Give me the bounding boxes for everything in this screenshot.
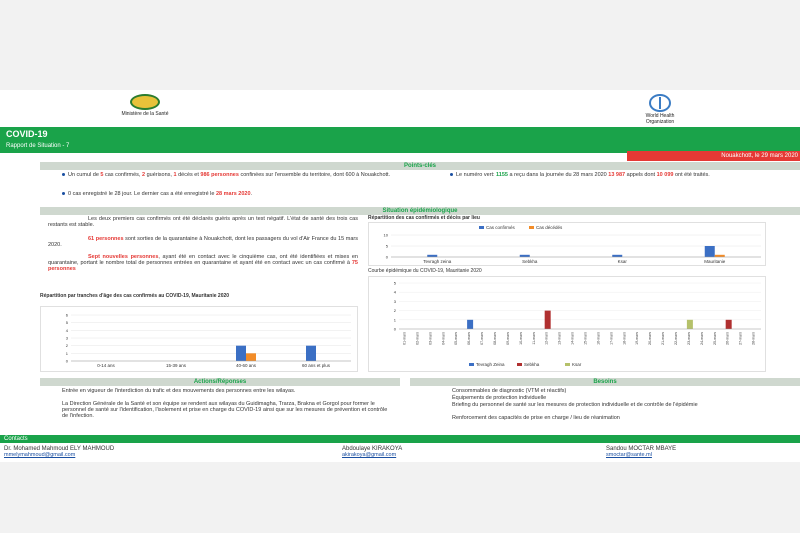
x-tick-label: 24-mars <box>699 332 704 345</box>
x-tick-label: 0-14 ans <box>97 363 115 368</box>
x-tick-label: 20-mars <box>648 332 653 345</box>
y-tick-label: 2 <box>65 343 68 349</box>
besoins-heading: Besoins <box>410 378 800 386</box>
contact-name: Dr. Mohamed Mahmoud ELY MAHMOUD <box>4 446 115 452</box>
x-tick-label: 02-mars <box>415 332 420 345</box>
report-date: Nouakchott, le 29 mars 2020 <box>627 151 800 161</box>
x-tick-label: 07-mars <box>480 332 485 345</box>
x-tick-label: 03-mars <box>428 332 433 345</box>
y-tick-label: 10 <box>383 232 388 238</box>
location-chart-svg <box>369 223 767 267</box>
bar <box>306 346 316 361</box>
location-chart <box>368 222 766 266</box>
y-tick-label: 5 <box>65 320 68 326</box>
bar <box>726 320 732 329</box>
ministry-caption: Ministère de la Santé <box>121 111 169 117</box>
contact-1 <box>4 446 114 458</box>
bar <box>236 346 246 361</box>
x-tick-label: 01-mars <box>402 332 407 345</box>
action-item-2: La Direction Générale de la Santé et son équipe se rendent aux wilayas du Guidimagha, Trarza, Brakna et Gorgol pour former le personnel de santé sur l'identification, l'isolement et prise en charge du COVID-19 ainsi que sur les mesures de prévention et contrôle de l'infection. <box>62 401 388 420</box>
legend-swatch <box>529 226 534 229</box>
legend-label: Cas décédés <box>536 225 563 230</box>
situation-paragraph-2: 61 personnes sont sorties de la quarantaine à Nouakchott, dont les passagers du vol d'Air France du 15 mars 2020. <box>48 236 358 249</box>
bullet-icon <box>62 173 65 176</box>
contact-2 <box>342 446 402 458</box>
x-tick-label: 15-mars <box>583 332 588 345</box>
contact-email-link[interactable]: smoctar@sante.ml <box>606 452 652 458</box>
epi-curve-title: Courbe épidémique du COVID-19, Mauritanie 2020 <box>368 268 482 274</box>
x-tick-label: 17-mars <box>609 332 614 345</box>
x-tick-label: 60 ans et plus <box>301 363 331 368</box>
x-tick-label: 15-39 ans <box>165 363 187 368</box>
x-tick-label: 28-mars <box>751 332 756 345</box>
report-subtitle: Rapport de Situation - 7 <box>6 143 70 149</box>
bullet-icon <box>450 173 453 176</box>
x-tick-label: 22-mars <box>673 332 678 345</box>
actions-heading: Actions/Réponses <box>40 378 400 386</box>
x-tick-label: 13-mars <box>557 332 562 345</box>
key-point-3: Le numéro vert: 1155 a reçu dans la journée du 28 mars 2020 13 987 appels dont 10 099 ont été traités. <box>450 172 790 178</box>
action-item-1: Entrée en vigueur de l'interdiction du trafic et des mouvements des personnes entre les wilayas. <box>62 388 296 394</box>
key-point-1: Un cumul de 5 cas confirmés, 2 guérisons, 1 décès et 986 personnes confinées sur l'ensemble du territoire, dont 600 à Nouakchott. <box>62 172 392 178</box>
bar <box>612 255 622 257</box>
contact-email-link[interactable]: mmelymahmoud@gmail.com <box>4 452 76 458</box>
points-cles-heading: Points-clés <box>40 162 800 170</box>
x-tick-label: 26-mars <box>725 332 730 345</box>
situation-paragraph-1: Les deux premiers cas confirmés ont été déclarés guéris après un test négatif. L'état de santé des trois cas restants est stable. <box>48 216 358 229</box>
bullet-icon <box>62 192 65 195</box>
bar <box>520 255 530 257</box>
legend-label: Sebkha <box>524 362 540 367</box>
x-tick-label: 19-mars <box>635 332 640 345</box>
y-tick-label: 6 <box>65 312 68 318</box>
x-tick-label: 11-mars <box>531 332 536 345</box>
situation-paragraph-3: Sept nouvelles personnes, ayant été en contact avec le cinquième cas, ont été identifiées et mises en quarantaine, portant le nombre total de personnes entrées en quarantaine et ayant été en contact avec un cas confirmé à 75 personnes <box>48 254 358 273</box>
y-tick-label: 1 <box>393 317 396 323</box>
contacts-heading: Contacts <box>0 435 800 443</box>
bar <box>467 320 473 329</box>
y-tick-label: 3 <box>65 335 68 341</box>
y-tick-label: 0 <box>65 358 68 364</box>
y-tick-label: 4 <box>393 289 396 295</box>
who-emblem-icon <box>649 94 671 112</box>
x-tick-label: 25-mars <box>712 332 717 345</box>
x-tick-label: 27-mars <box>738 332 743 345</box>
bar <box>427 255 437 257</box>
x-tick-label: 06-mars <box>467 332 472 345</box>
x-tick-label: 40-60 ans <box>235 363 257 368</box>
bar <box>246 353 256 361</box>
title-banner <box>0 127 800 153</box>
legend-label: Tevragh Zeina <box>476 362 505 367</box>
location-chart-caption: Répartition des cas confirmés et décès par lieu <box>368 215 480 221</box>
x-tick-label: 10-mars <box>518 332 523 345</box>
y-tick-label: 5 <box>393 280 396 286</box>
who-caption: World Health Organization <box>645 113 675 125</box>
report-page <box>0 90 800 462</box>
report-title: COVID-19 <box>6 129 48 139</box>
bar <box>705 246 715 257</box>
x-tick-label: 12-mars <box>544 332 549 345</box>
bar <box>715 255 725 257</box>
who-logo <box>635 94 685 125</box>
epi-curve-svg <box>369 277 767 373</box>
x-tick-label: Ksar <box>617 259 627 264</box>
contact-3 <box>606 446 676 458</box>
age-chart <box>40 306 358 372</box>
x-tick-label: 23-mars <box>686 332 691 345</box>
x-tick-label: 16-mars <box>596 332 601 345</box>
x-tick-label: Mauritanie <box>704 259 726 264</box>
contact-name: Abdoulaye KIRAKOYA <box>342 446 403 452</box>
legend-swatch <box>469 363 474 366</box>
x-tick-label: 09-mars <box>505 332 510 345</box>
bar <box>687 320 693 329</box>
x-tick-label: 21-mars <box>661 332 666 345</box>
bar <box>545 311 551 329</box>
need-item-2: Équipements de protection individuelle <box>452 395 547 401</box>
legend-swatch <box>479 226 484 229</box>
y-tick-label: 3 <box>393 298 396 304</box>
x-tick-label: 14-mars <box>570 332 575 345</box>
legend-swatch <box>565 363 570 366</box>
x-tick-label: Tevragh zeina <box>423 259 452 264</box>
epi-curve-chart <box>368 276 766 372</box>
need-item-1: Consommables de diagnostic (VTM et réactifs) <box>452 388 567 394</box>
legend-label: Cas confirmés <box>486 225 515 230</box>
y-tick-label: 0 <box>385 254 388 260</box>
need-item-3: Briefing du personnel de santé sur les mesures de protection individuelle et de contrôle de l'épidémie <box>452 402 698 408</box>
legend-swatch <box>517 363 522 366</box>
x-tick-label: 04-mars <box>441 332 446 345</box>
x-tick-label: 18-mars <box>622 332 627 345</box>
y-tick-label: 4 <box>65 327 68 333</box>
contact-name: Sandou MOCTAR MBAYE <box>606 446 677 452</box>
ministry-seal-icon <box>130 94 160 110</box>
situation-heading: Situation épidémiologique <box>40 207 800 215</box>
contact-email-link[interactable]: akirakoya@gmail.com <box>342 452 397 458</box>
y-tick-label: 5 <box>385 243 388 249</box>
age-chart-caption: Répartition par tranches d'âge des cas confirmés au COVID-19, Mauritanie 2020 <box>40 293 230 299</box>
legend-label: Ksar <box>572 362 582 367</box>
x-tick-label: 08-mars <box>492 332 497 345</box>
y-tick-label: 0 <box>393 326 396 332</box>
y-tick-label: 2 <box>393 308 396 314</box>
x-tick-label: 05-mars <box>454 332 459 345</box>
age-chart-svg <box>41 307 359 373</box>
ministry-logo <box>115 94 175 117</box>
x-tick-label: Sebkha <box>522 259 538 264</box>
need-item-4: Renforcement des capacités de prise en charge / lieu de réanimation <box>452 415 620 421</box>
y-tick-label: 1 <box>65 350 68 356</box>
key-point-2: 0 cas enregistré le 28 jour. Le dernier cas a été enregistré le 28 mars 2020. <box>62 191 392 197</box>
